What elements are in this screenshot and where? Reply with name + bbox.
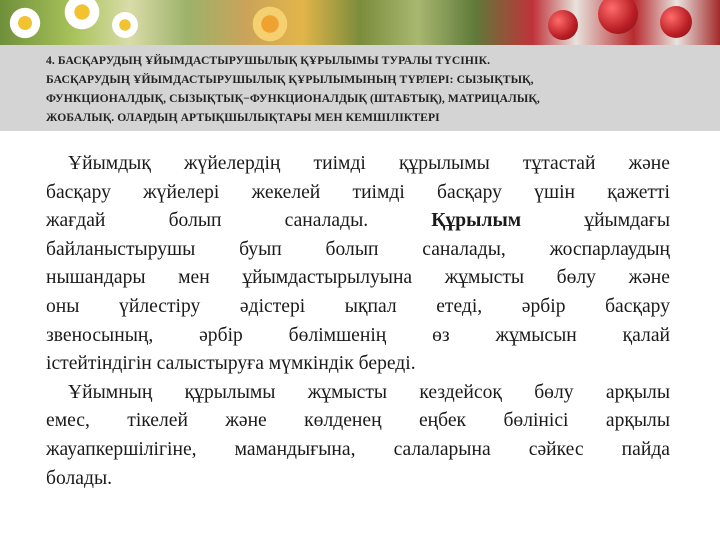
daisy-flower-image	[8, 6, 42, 40]
title-line: 4. БАСҚАРУДЫҢ ҰЙЫМДАСТЫРУШЫЛЫҚ ҚҰРЫЛЫМЫ ТУРАЛЫ ТҮСІНІК.	[46, 54, 491, 67]
title-band	[0, 45, 720, 131]
text-line: звеносының, әрбір бөлімшенің өз жұмысын қалай	[46, 324, 670, 346]
text-line: оны үйлестіру әдістері ықпал етеді, әрбір басқару	[46, 295, 670, 317]
text-line: байланыстырушы буып болып саналады, жоспарлаудың	[46, 238, 670, 260]
red-berry-image	[598, 0, 638, 34]
yellow-flower-image	[250, 4, 290, 44]
title-line: ФУНКЦИОНАЛДЫҚ, СЫЗЫҚТЫҚ−ФУНКЦИОНАЛДЫҚ (ШТАБТЫҚ), МАТРИЦАЛЫҚ,	[46, 92, 540, 105]
daisy-flower-image	[110, 10, 140, 40]
text-line: істейтіндігін салыстыруға мүмкіндік береді.	[46, 353, 416, 375]
paragraph-1	[46, 150, 670, 379]
text-fragment: жағдай болып саналады.	[46, 210, 369, 232]
text-line: Ұйымдық жүйелердің тиімді құрылымы тұтастай және	[68, 153, 670, 174]
decorative-photo-banner	[0, 0, 720, 45]
text-line: емес, тікелей және көлденең еңбек бөлінісі арқылы	[46, 410, 670, 432]
slide-title	[46, 51, 696, 127]
text-line: болады.	[46, 467, 113, 489]
paragraph-2	[46, 379, 670, 493]
title-line: ЖОБАЛЫҚ. ОЛАРДЫҢ АРТЫҚШЫЛЫҚТАРЫ МЕН КЕМШІЛІКТЕРІ	[46, 111, 440, 124]
text-fragment: ұйымдағы	[584, 210, 670, 232]
slide-body	[46, 150, 670, 493]
daisy-flower-image	[62, 0, 102, 32]
text-line: Ұйымның құрылымы жұмысты кездейсоқ бөлу арқылы	[68, 381, 670, 403]
text-line: нышандары мен ұйымдастырылуына жұмысты бөлу және	[46, 267, 670, 289]
bold-term: Құрылым	[431, 210, 522, 232]
red-berry-image	[548, 10, 578, 40]
red-berry-image	[660, 6, 692, 38]
title-line: БАСҚАРУДЫҢ ҰЙЫМДАСТЫРУШЫЛЫҚ ҚҰРЫЛЫМЫНЫҢ ТҮРЛЕРІ: СЫЗЫҚТЫҚ,	[46, 73, 534, 86]
text-line: басқару жүйелері жекелей тиімді басқару үшін қажетті	[46, 181, 670, 203]
text-line	[46, 207, 670, 236]
text-line: жауапкершілігіне, мамандығына, салаларына сәйкес пайда	[46, 438, 670, 460]
